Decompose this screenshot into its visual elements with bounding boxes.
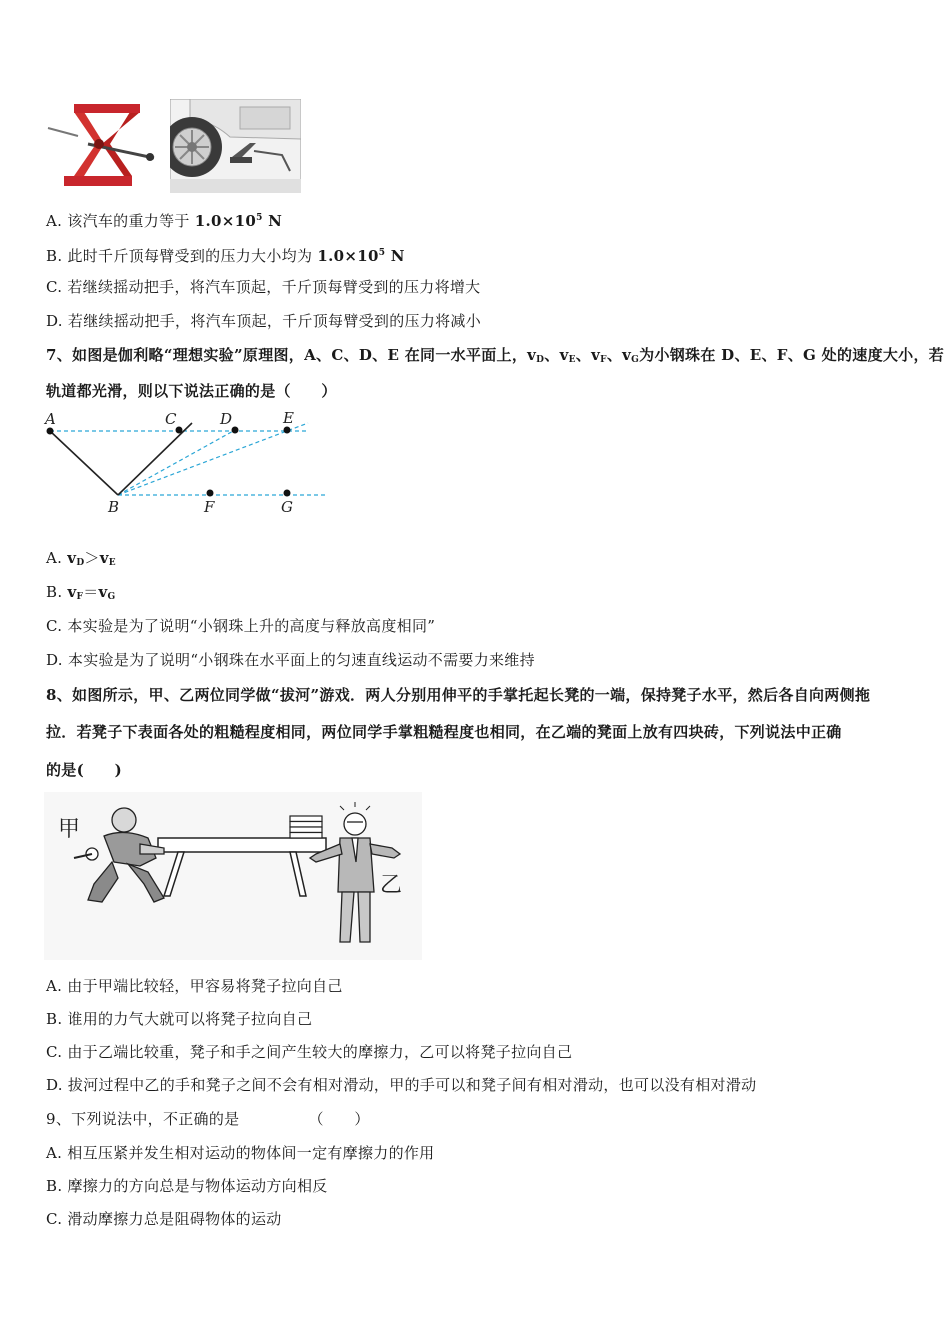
q6-option-b bbox=[46, 243, 405, 266]
q7-stem-v3: 、v bbox=[575, 346, 601, 364]
q7-stem-part-2: 为小钢珠在 D、E、F、G 处的速度大小，若 bbox=[639, 346, 945, 364]
four-bricks bbox=[290, 816, 322, 838]
q8-stem-line-2: 拉．若凳子下表面各处的粗糙程度相同，两位同学手掌粗糙程度也相同，在乙端的凳面上放有四块砖，下列说法中正确 bbox=[46, 723, 842, 741]
q6-option-b-unit: N bbox=[385, 247, 405, 265]
q7-stem-v1: v bbox=[527, 346, 537, 364]
q8-stem-line-1: 8、如图所示，甲、乙两位同学做“拔河”游戏．两人分别用伸平的手掌托起长凳的一端，保持凳子水平，然后各自向两侧拖 bbox=[46, 686, 871, 704]
q8-stem-line-3: 的是( ) bbox=[46, 761, 122, 779]
q8-option-a: A. 由于甲端比较轻，甲容易将凳子拉向自己 bbox=[46, 977, 343, 995]
label-jia: 甲 bbox=[58, 816, 81, 841]
q7-option-b-letter: B. bbox=[46, 583, 68, 601]
q7-option-a-v1: v bbox=[67, 549, 77, 567]
q6-option-a-prefix: A. 该汽车的重力等于 bbox=[46, 212, 195, 230]
q9-option-a: A. 相互压紧并发生相对运动的物体间一定有摩擦力的作用 bbox=[46, 1144, 435, 1162]
label-a: A bbox=[45, 410, 56, 428]
galileo-ideal-experiment-diagram bbox=[40, 408, 330, 518]
label-c: C bbox=[165, 410, 177, 428]
q9-option-c: C. 滑动摩擦力总是阻碍物体的运动 bbox=[46, 1210, 282, 1228]
q8-option-c: C. 由于乙端比较重，凳子和手之间产生较大的摩擦力，乙可以将凳子拉向自己 bbox=[46, 1043, 573, 1061]
q6-option-d: D. 若继续摇动把手，将汽车顶起，千斤顶每臂受到的压力将减小 bbox=[46, 312, 482, 330]
q7-option-a-letter: A. bbox=[46, 549, 68, 567]
q7-stem-sub-f: F bbox=[600, 355, 607, 365]
q6-option-c: C. 若继续摇动把手，将汽车顶起，千斤顶每臂受到的压力将增大 bbox=[46, 278, 481, 296]
label-yi: 乙 bbox=[380, 872, 403, 897]
q7-option-b-v2: v bbox=[98, 583, 108, 601]
track-lines bbox=[50, 423, 192, 495]
q7-stem-line-2: 轨道都光滑，则以下说法正确的是（ ） bbox=[46, 382, 337, 400]
q7-stem-sub-d: D bbox=[536, 355, 545, 365]
label-b: B bbox=[108, 498, 120, 516]
q6-option-b-prefix: B. 此时千斤顶每臂受到的压力大小均为 bbox=[46, 247, 318, 265]
q6-option-a-exp: 5 bbox=[256, 213, 263, 223]
q8-option-b: B. 谁用的力气大就可以将凳子拉向自己 bbox=[46, 1010, 313, 1028]
q7-stem-sub-g: G bbox=[631, 355, 640, 365]
label-d: D bbox=[220, 410, 233, 428]
label-f: F bbox=[204, 498, 215, 516]
q8-option-d: D. 拔河过程中乙的手和凳子之间不会有相对滑动，甲的手可以和凳子间有相对滑动，也可以没有相对滑动 bbox=[46, 1076, 757, 1094]
label-g: G bbox=[281, 498, 293, 516]
q7-option-a-op: ＞ bbox=[84, 549, 100, 567]
q7-stem-line-1 bbox=[46, 345, 944, 370]
q6-option-b-value: 1.0×10 bbox=[317, 247, 379, 265]
q7-option-a-v2: v bbox=[99, 549, 109, 567]
dashed-guide-lines bbox=[50, 423, 325, 495]
car-jack-photo bbox=[170, 99, 301, 193]
q7-option-d: D. 本实验是为了说明“小钢珠在水平面上的匀速直线运动不需要力来维持 bbox=[46, 651, 535, 669]
bench-tug-of-war-image bbox=[44, 792, 422, 960]
q9-stem: 9、下列说法中，不正确的是 （ ） bbox=[46, 1110, 370, 1128]
q7-option-b-v1: v bbox=[67, 583, 77, 601]
q6-option-a-unit: N bbox=[262, 212, 283, 230]
q6-option-a bbox=[46, 208, 282, 231]
q7-option-b-op: ＝ bbox=[83, 583, 99, 601]
q7-stem-v2: 、v bbox=[544, 346, 569, 364]
q7-option-c: C. 本实验是为了说明“小钢珠上升的高度与释放高度相同” bbox=[46, 617, 436, 635]
q7-option-a-s1: D bbox=[76, 558, 85, 568]
q7-option-b bbox=[46, 582, 116, 607]
q7-option-a-s2: E bbox=[108, 558, 116, 568]
q9-option-b: B. 摩擦力的方向总是与物体运动方向相反 bbox=[46, 1177, 328, 1195]
q6-option-b-exp: 5 bbox=[378, 248, 386, 258]
q6-option-a-value: 1.0×10 bbox=[194, 212, 257, 230]
q7-stem-v4: 、v bbox=[606, 346, 632, 364]
q7-option-a bbox=[46, 548, 116, 573]
q7-option-b-s1: F bbox=[76, 592, 84, 602]
q7-stem-sub-e: E bbox=[568, 355, 576, 365]
q7-option-b-s2: G bbox=[107, 592, 116, 602]
scissor-jack-image bbox=[44, 98, 156, 190]
label-e: E bbox=[283, 409, 294, 427]
q7-stem-part-1: 7、如图是伽利略“理想实验”原理图，A、C、D、E 在同一水平面上， bbox=[46, 346, 528, 364]
